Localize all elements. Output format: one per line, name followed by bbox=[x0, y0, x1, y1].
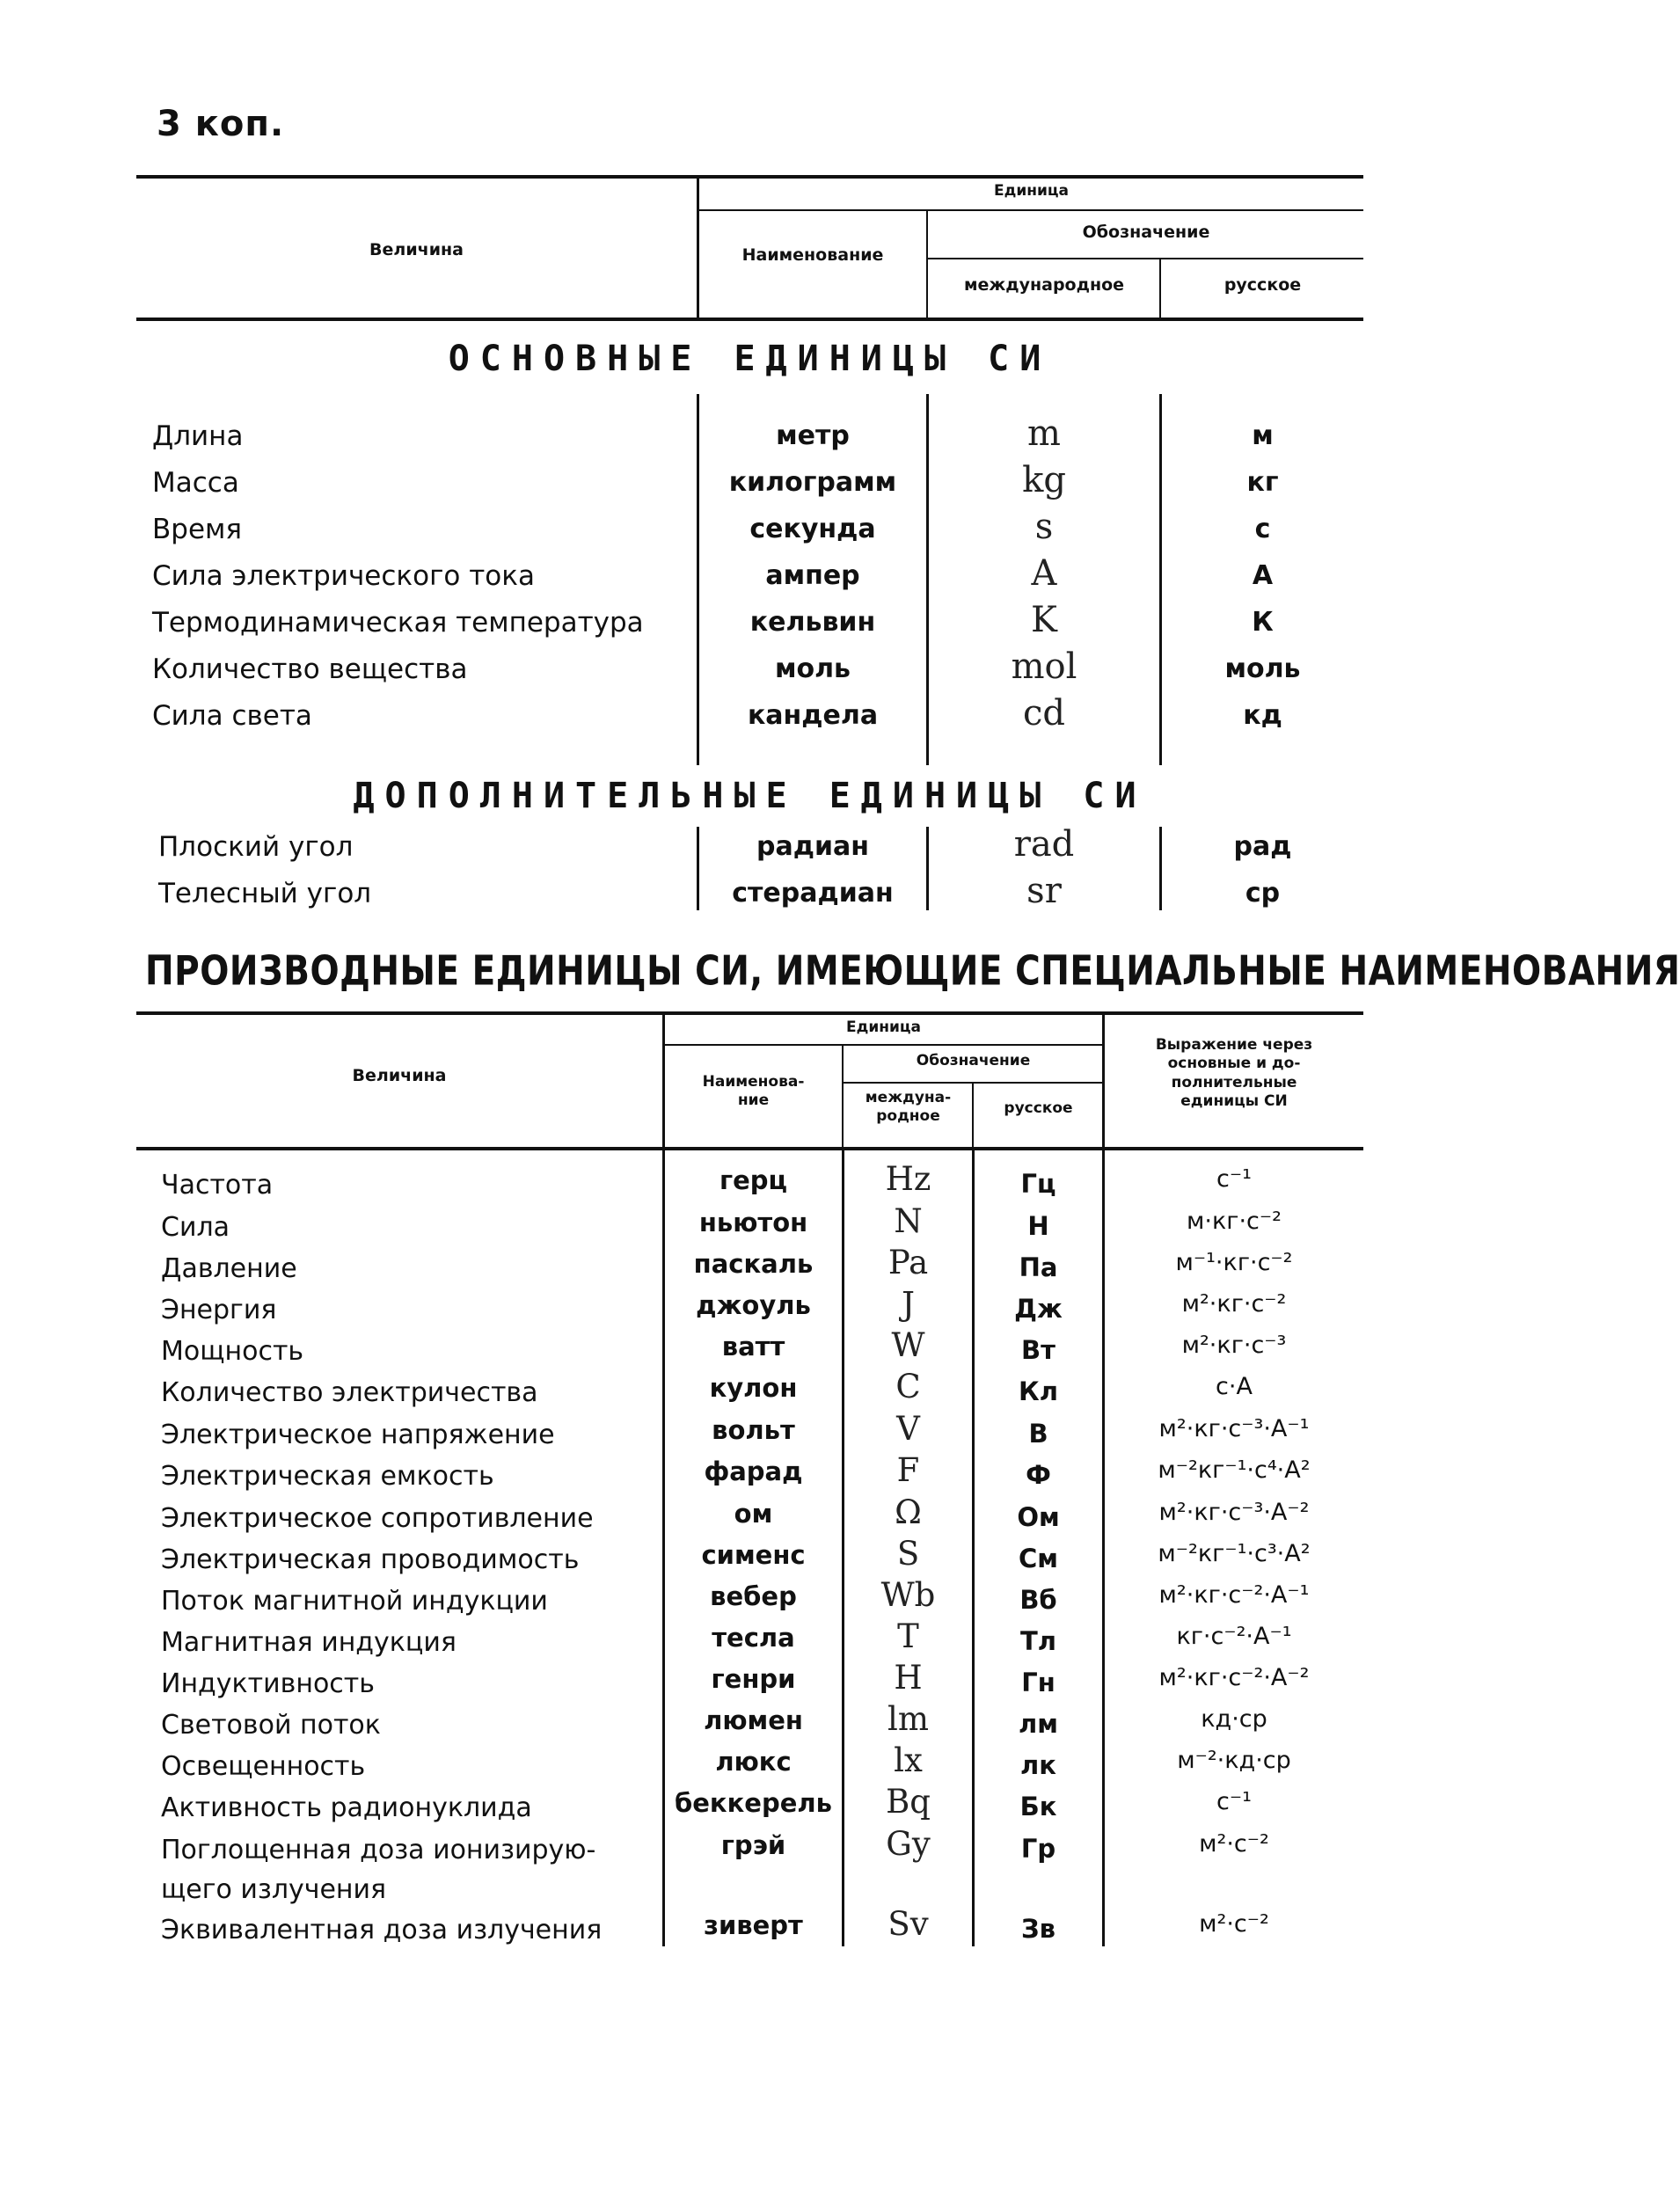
expression-cell: м²·с⁻² bbox=[1199, 1830, 1269, 1858]
international-symbol-cell: m bbox=[1027, 413, 1061, 454]
quantity-cell: Длина bbox=[152, 420, 244, 452]
header-designation: Обозначение bbox=[1082, 223, 1210, 242]
expression-cell: м²·кг·с⁻³·А⁻² bbox=[1158, 1499, 1310, 1526]
quantity-cell: Поглощенная доза ионизирую- щего излучения bbox=[161, 1835, 596, 1905]
quantity-cell: Энергия bbox=[161, 1295, 277, 1325]
quantity-cell: Эквивалентная доза излучения bbox=[161, 1915, 603, 1945]
russian-symbol-cell: лм bbox=[1019, 1709, 1058, 1739]
international-symbol-cell: s bbox=[1034, 507, 1054, 547]
unit-name-cell: паскаль bbox=[693, 1249, 814, 1279]
international-symbol-cell: N bbox=[894, 1202, 923, 1240]
expression-cell: м⁻²кг⁻¹·с³·А² bbox=[1158, 1540, 1311, 1567]
russian-symbol-cell: Гц bbox=[1020, 1169, 1056, 1199]
unit-name-cell: люмен bbox=[704, 1705, 803, 1735]
quantity-cell: Телесный угол bbox=[158, 878, 372, 909]
table2-header-divider bbox=[972, 1083, 974, 1147]
quantity-cell: Термодинамическая температура bbox=[152, 607, 644, 639]
quantity-cell: Освещенность bbox=[161, 1751, 366, 1782]
quantity-cell: Индуктивность bbox=[161, 1668, 375, 1699]
unit-name-cell: люкс bbox=[715, 1747, 792, 1777]
russian-symbol-cell: Па bbox=[1019, 1252, 1058, 1282]
quantity-cell: Световой поток bbox=[161, 1710, 381, 1741]
international-symbol-cell: Sv bbox=[887, 1905, 929, 1943]
russian-symbol-cell: рад bbox=[1233, 831, 1292, 862]
russian-symbol-cell: Гн bbox=[1021, 1668, 1055, 1697]
unit-name-cell: ватт bbox=[721, 1332, 785, 1361]
international-symbol-cell: C bbox=[895, 1368, 921, 1405]
expression-cell: кг·с⁻²·А⁻¹ bbox=[1176, 1623, 1292, 1650]
quantity-cell: Плоский угол bbox=[158, 831, 354, 863]
price-label: 3 коп. bbox=[157, 104, 285, 144]
russian-symbol-cell: Бк bbox=[1019, 1792, 1057, 1821]
unit-name-cell: кулон bbox=[709, 1373, 798, 1403]
russian-symbol-cell: Зв bbox=[1021, 1914, 1055, 1944]
international-symbol-cell: Hz bbox=[885, 1160, 931, 1198]
international-symbol-cell: lm bbox=[887, 1700, 929, 1738]
section-title-derived: ПРОИЗВОДНЫЕ ЕДИНИЦЫ СИ, ИМЕЮЩИЕ СПЕЦИАЛЬНЫЕ НАИМЕНОВАНИЯ bbox=[145, 948, 1680, 996]
quantity-cell: Частота bbox=[161, 1170, 274, 1201]
international-symbol-cell: cd bbox=[1022, 693, 1065, 734]
expression-cell: м⁻¹·кг·с⁻² bbox=[1175, 1249, 1293, 1276]
unit-name-cell: ом bbox=[734, 1499, 773, 1529]
unit-name-cell: радиан bbox=[756, 831, 869, 862]
quantity-cell: Электрическая емкость bbox=[161, 1461, 494, 1492]
russian-symbol-cell: м bbox=[1252, 420, 1274, 451]
russian-symbol-cell: кг bbox=[1246, 467, 1279, 498]
header2-international: междуна- родное bbox=[865, 1089, 952, 1126]
russian-symbol-cell: Вб bbox=[1019, 1585, 1057, 1615]
unit-name-cell: фарад bbox=[704, 1456, 803, 1486]
russian-symbol-cell: Н bbox=[1027, 1211, 1049, 1241]
international-symbol-cell: Wb bbox=[880, 1576, 936, 1614]
quantity-cell: Сила света bbox=[152, 700, 312, 732]
international-symbol-cell: lx bbox=[894, 1741, 923, 1779]
russian-symbol-cell: Ом bbox=[1017, 1502, 1060, 1532]
russian-symbol-cell: Дж bbox=[1014, 1294, 1063, 1324]
expression-cell: м²·кг·с⁻² bbox=[1181, 1290, 1287, 1318]
russian-symbol-cell: В bbox=[1028, 1419, 1048, 1449]
unit-name-cell: метр bbox=[776, 420, 850, 451]
header-unit: Единица bbox=[994, 182, 1069, 200]
header2-quantity: Величина bbox=[352, 1066, 447, 1085]
international-symbol-cell: Gy bbox=[886, 1825, 931, 1863]
quantity-cell: Сила электрического тока bbox=[152, 560, 535, 592]
quantity-cell: Поток магнитной индукции bbox=[161, 1586, 548, 1617]
quantity-cell: Давление bbox=[161, 1253, 297, 1284]
quantity-cell: Магнитная индукция bbox=[161, 1627, 457, 1658]
unit-name-cell: тесла bbox=[712, 1623, 795, 1653]
quantity-cell: Количество электричества bbox=[161, 1377, 538, 1408]
table2-header-divider bbox=[842, 1045, 844, 1147]
quantity-cell: Сила bbox=[161, 1212, 230, 1243]
quantity-cell: Электрическое сопротивление bbox=[161, 1503, 594, 1534]
quantity-cell: Время bbox=[152, 514, 243, 545]
section-title-supplementary: ДОПОЛНИТЕЛЬНЫЕ ЕДИНИЦЫ СИ bbox=[353, 776, 1147, 816]
russian-symbol-cell: Вт bbox=[1021, 1335, 1055, 1365]
expression-cell: м·кг·с⁻² bbox=[1187, 1208, 1282, 1235]
unit-name-cell: секунда bbox=[749, 514, 876, 544]
russian-symbol-cell: Ф bbox=[1026, 1460, 1051, 1490]
expression-cell: м²·кг·с⁻²·А⁻¹ bbox=[1158, 1581, 1310, 1609]
international-symbol-cell: W bbox=[891, 1326, 925, 1364]
unit-name-cell: беккерель bbox=[675, 1788, 832, 1818]
russian-symbol-cell: ср bbox=[1245, 878, 1281, 909]
quantity-cell: Активность радионуклида bbox=[161, 1792, 532, 1823]
table1-unit-rule bbox=[698, 209, 1363, 211]
header2-designation: Обозначение bbox=[916, 1052, 1031, 1069]
header-name: Наименование bbox=[741, 245, 884, 265]
expression-cell: м⁻²·кд·ср bbox=[1177, 1747, 1291, 1774]
expression-cell: с⁻¹ bbox=[1216, 1165, 1252, 1193]
international-symbol-cell: T bbox=[897, 1617, 919, 1655]
header2-russian: русское bbox=[1004, 1099, 1073, 1117]
expression-cell: м²·кг·с⁻³·А⁻¹ bbox=[1158, 1415, 1310, 1442]
table1-top-rule bbox=[136, 175, 1363, 179]
section-title-base: ОСНОВНЫЕ ЕДИНИЦЫ СИ bbox=[448, 339, 1052, 379]
international-symbol-cell: J bbox=[902, 1285, 915, 1323]
unit-name-cell: килограмм bbox=[728, 467, 897, 498]
table1-designation-rule bbox=[927, 258, 1363, 259]
table2-header-bottom-rule bbox=[136, 1147, 1363, 1150]
unit-name-cell: герц bbox=[719, 1165, 788, 1195]
quantity-cell: Электрическое напряжение bbox=[161, 1420, 555, 1450]
table1-header-divider bbox=[926, 210, 928, 318]
russian-symbol-cell: с bbox=[1254, 514, 1271, 544]
international-symbol-cell: Bq bbox=[886, 1783, 931, 1821]
russian-symbol-cell: А bbox=[1252, 560, 1274, 591]
russian-symbol-cell: кд bbox=[1243, 700, 1282, 731]
international-symbol-cell: A bbox=[1031, 553, 1057, 594]
unit-name-cell: генри bbox=[711, 1664, 796, 1694]
table1-header-divider bbox=[1159, 259, 1161, 318]
unit-name-cell: джоуль bbox=[696, 1290, 811, 1320]
russian-symbol-cell: См bbox=[1019, 1544, 1058, 1573]
international-symbol-cell: S bbox=[896, 1535, 920, 1573]
international-symbol-cell: K bbox=[1031, 600, 1057, 640]
international-symbol-cell: V bbox=[896, 1410, 920, 1448]
header-international: международное bbox=[963, 275, 1125, 295]
international-symbol-cell: Ω bbox=[895, 1493, 922, 1531]
russian-symbol-cell: Кл bbox=[1019, 1376, 1058, 1406]
international-symbol-cell: sr bbox=[1026, 871, 1062, 911]
international-symbol-cell: F bbox=[896, 1451, 920, 1489]
header-russian: русское bbox=[1223, 275, 1302, 295]
expression-cell: кд·ср bbox=[1201, 1705, 1267, 1733]
russian-symbol-cell: моль bbox=[1224, 653, 1301, 684]
unit-name-cell: кельвин bbox=[749, 607, 876, 638]
unit-name-cell: зиверт bbox=[704, 1910, 803, 1940]
quantity-cell: Мощность bbox=[161, 1336, 304, 1367]
header2-unit: Единица bbox=[846, 1018, 921, 1036]
russian-symbol-cell: К bbox=[1252, 607, 1274, 638]
russian-symbol-cell: лк bbox=[1020, 1750, 1056, 1780]
unit-name-cell: вольт bbox=[712, 1415, 795, 1445]
expression-cell: м⁻²кг⁻¹·с⁴·А² bbox=[1158, 1456, 1311, 1484]
international-symbol-cell: rad bbox=[1013, 824, 1075, 865]
expression-cell: с⁻¹ bbox=[1216, 1788, 1252, 1815]
unit-name-cell: стерадиан bbox=[732, 878, 894, 909]
quantity-cell: Количество вещества bbox=[152, 653, 468, 685]
unit-name-cell: ампер bbox=[765, 560, 860, 591]
expression-cell: м²·с⁻² bbox=[1199, 1910, 1269, 1938]
russian-symbol-cell: Гр bbox=[1020, 1834, 1056, 1864]
table2-unit-rule bbox=[664, 1044, 1104, 1046]
expression-cell: с·А bbox=[1216, 1373, 1253, 1400]
russian-symbol-cell: Тл bbox=[1019, 1626, 1057, 1656]
international-symbol-cell: Pa bbox=[887, 1244, 929, 1281]
header2-name: Наименова- ние bbox=[702, 1073, 805, 1110]
expression-cell: м²·кг·с⁻³ bbox=[1181, 1332, 1287, 1359]
international-symbol-cell: kg bbox=[1022, 460, 1066, 500]
unit-name-cell: моль bbox=[774, 653, 851, 684]
expression-cell: м²·кг·с⁻²·А⁻² bbox=[1158, 1664, 1310, 1691]
unit-name-cell: сименс bbox=[701, 1540, 806, 1570]
header2-expression: Выражение через основные и до- полнительные единицы СИ bbox=[1155, 1036, 1313, 1110]
unit-name-cell: вебер bbox=[710, 1581, 797, 1611]
quantity-cell: Масса bbox=[152, 467, 239, 499]
unit-name-cell: ньютон bbox=[698, 1208, 808, 1237]
international-symbol-cell: H bbox=[894, 1659, 923, 1697]
header-quantity: Величина bbox=[369, 240, 464, 259]
quantity-cell: Электрическая проводимость bbox=[161, 1544, 580, 1575]
international-symbol-cell: mol bbox=[1011, 646, 1077, 687]
table1-header-bottom-rule bbox=[136, 318, 1363, 321]
unit-name-cell: грэй bbox=[720, 1830, 786, 1860]
table2-top-rule bbox=[136, 1011, 1363, 1015]
unit-name-cell: кандела bbox=[747, 700, 879, 731]
